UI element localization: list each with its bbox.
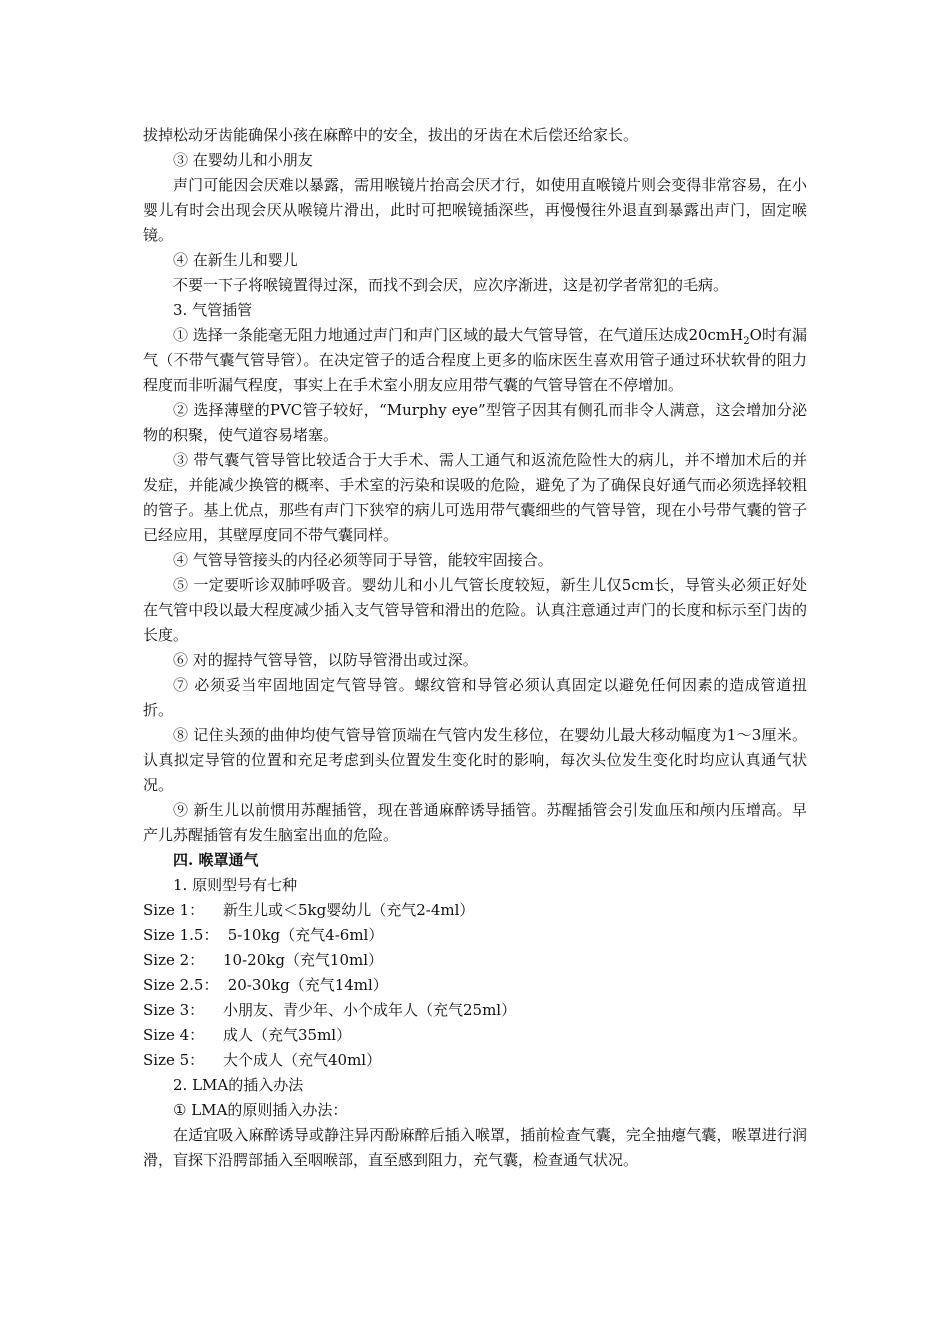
size-row bbox=[143, 898, 807, 923]
size-row bbox=[143, 923, 807, 948]
size-desc: 10-20kg（充气10ml） bbox=[223, 951, 384, 969]
size-row bbox=[143, 998, 807, 1023]
list-item: ④ 在新生儿和婴儿 bbox=[173, 251, 298, 269]
size-desc: 新生儿或＜5kg婴幼儿（充气2-4ml） bbox=[223, 901, 475, 919]
document-page bbox=[143, 123, 807, 1173]
subsection-heading: 1. 原则型号有七种 bbox=[173, 876, 298, 894]
size-row bbox=[143, 1023, 807, 1048]
text-span: O时有漏气（不带气囊气管导管）。在决定管子的适合程度上更多的临床医生喜欢用管子通过环状软骨的阻力程度而非听漏气程度，事实上在手术室小朋友应用带气囊的气管导管在不停增加。 bbox=[143, 326, 807, 394]
size-label: Size 4： bbox=[143, 1026, 205, 1044]
size-desc: 20-30kg（充气14ml） bbox=[223, 976, 388, 994]
size-label: Size 1.5： bbox=[143, 926, 219, 944]
size-desc: 成人（充气35ml） bbox=[223, 1026, 352, 1044]
paragraph: 在适宜吸入麻醉诱导或静注异丙酚麻醉后插入喉罩，插前检查气囊，完全抽瘪气囊，喉罩进行润滑，盲探下沿腭部插入至咽喉部，直至感到阻力，充气囊，检查通气状况。 bbox=[143, 1126, 807, 1169]
size-label: Size 2.5： bbox=[143, 976, 219, 994]
size-list bbox=[143, 898, 807, 1073]
list-item: ③ 在婴幼儿和小朋友 bbox=[173, 151, 313, 169]
paragraph: ⑦ 必须妥当牢固地固定气管导管。螺纹管和导管必须认真固定以避免任何因素的造成管道扭折。 bbox=[143, 676, 807, 719]
list-item: ① LMA的原则插入办法： bbox=[173, 1101, 348, 1119]
paragraph: ⑧ 记住头颈的曲伸均使气管导管顶端在气管内发生移位，在婴幼儿最大移动幅度为1～3厘米。认真拟定导管的位置和充足考虑到头位置发生变化时的影响，每次头位发生变化时均应认真通气状况。 bbox=[143, 726, 807, 794]
text-span: ① 选择一条能毫无阻力地通过声门和声门区域的最大气管导管，在气道压达成20cmH bbox=[173, 326, 744, 344]
size-row bbox=[143, 1048, 807, 1073]
size-row bbox=[143, 973, 807, 998]
paragraph: ⑨ 新生儿以前惯用苏醒插管，现在普通麻醉诱导插管。苏醒插管会引发血压和颅内压增高。早产儿苏醒插管有发生脑室出血的危险。 bbox=[143, 801, 807, 844]
size-desc: 小朋友、青少年、小个成年人（充气25ml） bbox=[223, 1001, 517, 1019]
paragraph: ⑤ 一定要听诊双肺呼吸音。婴幼儿和小儿气管长度较短，新生儿仅5cm长，导管头必须正好处在气管中段以最大程度减少插入支气管导管和滑出的危险。认真注意通过声门的长度和标示至门齿的长度。 bbox=[143, 576, 807, 644]
paragraph: 拔掉松动牙齿能确保小孩在麻醉中的安全，拔出的牙齿在术后偿还给家长。 bbox=[143, 126, 639, 144]
subsection-heading: 2. LMA的插入办法 bbox=[173, 1076, 304, 1094]
size-label: Size 3： bbox=[143, 1001, 205, 1019]
paragraph: ③ 带气囊气管导管比较适合于大手术、需人工通气和返流危险性大的病儿，并不增加术后的并发症，并能减少换管的概率、手术室的污染和误吸的危险，避免了为了确保良好通气而必须选择较粗的管子。基上优点，那些有声门下狭窄的病儿可选用带气囊细些的气管导管，现在小号带气囊的管子已经应用，其壁厚度同不带气囊同样。 bbox=[143, 451, 807, 544]
section-heading: 3. 气管插管 bbox=[173, 301, 253, 319]
paragraph: 不要一下子将喉镜置得过深，而找不到会厌，应次序渐进，这是初学者常犯的毛病。 bbox=[173, 276, 729, 294]
size-label: Size 5： bbox=[143, 1051, 205, 1069]
paragraph: 声门可能因会厌难以暴露，需用喉镜片抬高会厌才行，如使用直喉镜片则会变得非常容易，在小婴儿有时会出现会厌从喉镜片滑出，此时可把喉镜插深些，再慢慢往外退直到暴露出声门，固定喉镜。 bbox=[143, 176, 807, 244]
subscript: 2 bbox=[743, 336, 750, 347]
size-desc: 大个成人（充气40ml） bbox=[223, 1051, 382, 1069]
size-row bbox=[143, 948, 807, 973]
paragraph: ⑥ 对的握持气管导管，以防导管滑出或过深。 bbox=[173, 651, 478, 669]
size-label: Size 1： bbox=[143, 901, 205, 919]
section-heading: 四. 喉罩通气 bbox=[173, 851, 259, 869]
paragraph bbox=[143, 323, 807, 398]
size-label: Size 2： bbox=[143, 951, 205, 969]
paragraph: ② 选择薄壁的PVC管子较好，“Murphy eye”型管子因其有侧孔而非令人满意，这会增加分泌物的积聚，使气道容易堵塞。 bbox=[143, 401, 807, 444]
size-desc: 5-10kg（充气4-6ml） bbox=[223, 926, 384, 944]
paragraph: ④ 气管导管接头的内径必须等同于导管，能较牢固接合。 bbox=[173, 551, 553, 569]
